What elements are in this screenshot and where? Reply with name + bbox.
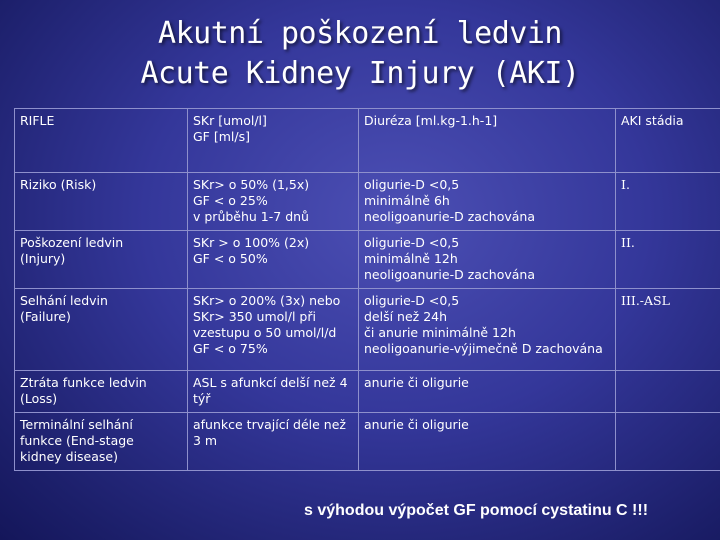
cell-line: minimálně 12h xyxy=(364,251,458,266)
diuresis-cell xyxy=(359,231,616,289)
cell-line: Selhání ledvin xyxy=(20,293,108,308)
cell-line: týř xyxy=(193,391,211,406)
cell-line: (Loss) xyxy=(20,391,58,406)
cell-line: afunkce trvající déle než xyxy=(193,417,346,432)
rifle-category-cell xyxy=(15,289,188,371)
aki-stage-cell: I. xyxy=(616,173,720,231)
aki-stage-cell: III.-ASL xyxy=(616,289,720,371)
footnote: s výhodou výpočet GF pomocí cystatinu C !!! xyxy=(304,502,649,519)
cell-line: SKr> o 200% (3x) nebo xyxy=(193,293,341,308)
cell-line: GF < o 75% xyxy=(193,341,268,356)
table-row xyxy=(15,371,720,413)
table-row xyxy=(15,289,720,371)
header-skr xyxy=(188,109,359,173)
aki-stage-cell xyxy=(616,413,720,471)
slide-title: Akutní poškození ledvin xyxy=(158,16,562,51)
cell-line: anurie či oligurie xyxy=(364,375,469,390)
skr-gf-cell xyxy=(188,289,359,371)
skr-gf-cell xyxy=(188,371,359,413)
cell-line: ASL s afunkcí delší než 4 xyxy=(193,375,348,390)
cell-line: delší než 24h xyxy=(364,309,448,324)
skr-gf-cell xyxy=(188,173,359,231)
cell-line: GF < o 50% xyxy=(193,251,268,266)
cell-line: SKr > o 100% (2x) xyxy=(193,235,310,250)
rifle-table xyxy=(14,108,720,471)
diuresis-cell xyxy=(359,173,616,231)
header-gf-line: GF [ml/s] xyxy=(193,129,250,144)
rifle-category-cell xyxy=(15,371,188,413)
cell-line: (Injury) xyxy=(20,251,66,266)
cell-line: oligurie-D <0,5 xyxy=(364,177,460,192)
cell-line: oligurie-D <0,5 xyxy=(364,235,460,250)
table-header-row xyxy=(15,109,720,173)
cell-line: SKr> o 50% (1,5x) xyxy=(193,177,310,192)
header-aki-stage: AKI stádia xyxy=(616,109,720,173)
cell-line: (Failure) xyxy=(20,309,71,324)
cell-line: neoligoanurie-výjimečně D zachována xyxy=(364,341,603,356)
cell-line: neoligoanurie-D zachována xyxy=(364,209,536,224)
cell-line: 3 m xyxy=(193,433,218,448)
table-row xyxy=(15,231,720,289)
cell-line: GF < o 25% xyxy=(193,193,268,208)
cell-line: vzestupu o 50 umol/l/d xyxy=(193,325,337,340)
cell-line: Riziko (Risk) xyxy=(20,177,97,192)
cell-line: Poškození ledvin xyxy=(20,235,124,250)
rifle-category-cell xyxy=(15,413,188,471)
cell-line: neoligoanurie-D zachována xyxy=(364,267,536,282)
diuresis-cell xyxy=(359,413,616,471)
slide-subtitle: Acute Kidney Injury (AKI) xyxy=(140,56,580,91)
table-row xyxy=(15,413,720,471)
header-rifle: RIFLE xyxy=(15,109,188,173)
cell-line: oligurie-D <0,5 xyxy=(364,293,460,308)
cell-line: kidney disease) xyxy=(20,449,118,464)
diuresis-cell xyxy=(359,371,616,413)
aki-stage-cell xyxy=(616,371,720,413)
cell-line: minimálně 6h xyxy=(364,193,450,208)
cell-line: funkce (End-stage xyxy=(20,433,134,448)
rifle-category-cell xyxy=(15,231,188,289)
aki-stage-cell: II. xyxy=(616,231,720,289)
cell-line: Terminální selhání xyxy=(20,417,133,432)
cell-line: v průběhu 1-7 dnů xyxy=(193,209,309,224)
skr-gf-cell xyxy=(188,231,359,289)
cell-line: či anurie minimálně 12h xyxy=(364,325,516,340)
cell-line: Ztráta funkce ledvin xyxy=(20,375,147,390)
table-row xyxy=(15,173,720,231)
header-diuresis: Diuréza [ml.kg-1.h-1] xyxy=(359,109,616,173)
cell-line: SKr> 350 umol/l při xyxy=(193,309,316,324)
header-skr-line: SKr [umol/l] xyxy=(193,113,267,128)
skr-gf-cell xyxy=(188,413,359,471)
rifle-category-cell xyxy=(15,173,188,231)
diuresis-cell xyxy=(359,289,616,371)
cell-line: anurie či oligurie xyxy=(364,417,469,432)
